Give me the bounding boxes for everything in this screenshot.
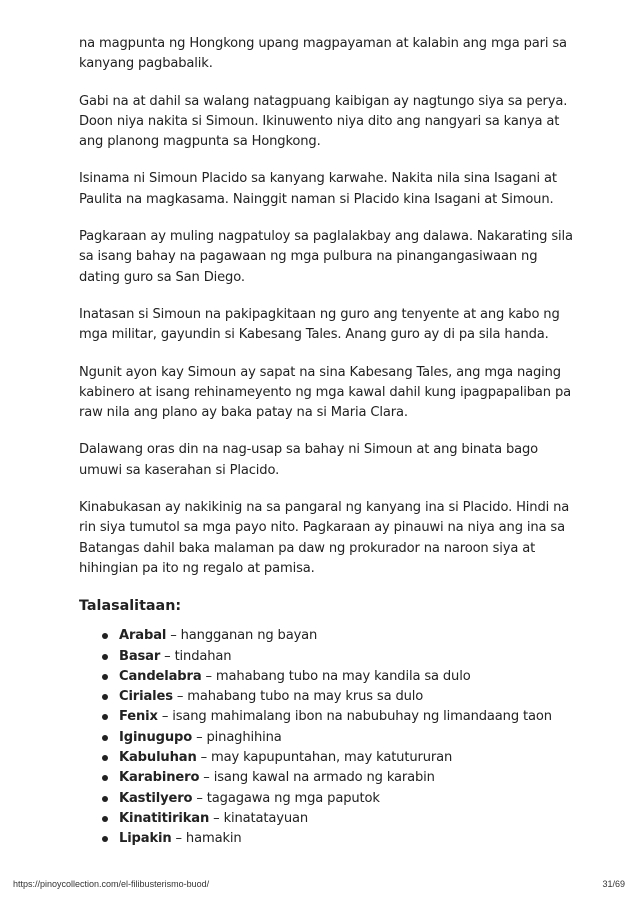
- bullet-icon: [102, 654, 108, 660]
- paragraph: na magpunta ng Hongkong upang magpayaman at kalabin ang mga pari sa kanyang pagbabalik.: [79, 36, 567, 72]
- glossary-term: Basar: [119, 648, 161, 664]
- bullet-icon: [102, 694, 108, 700]
- paragraph: Isinama ni Simoun Placido sa kanyang karwahe. Nakita nila sina Isagani at Paulita na magkasama. Nainggit naman si Placido kina Isagani at Simoun.: [79, 171, 557, 207]
- bullet-icon: [102, 836, 108, 842]
- bullet-icon: [102, 755, 108, 761]
- glossary-term: Fenix: [119, 709, 158, 725]
- glossary-term: Kabuluhan: [119, 750, 197, 766]
- page-number: 31/69: [602, 879, 625, 889]
- glossary-definition: – mahabang tubo na may krus sa dulo: [172, 689, 424, 705]
- glossary-item: [101, 707, 574, 727]
- paragraph: Pagkaraan ay muling nagpatuloy sa paglalakbay ang dalawa. Nakarating sila sa isang bahay na pagawaan ng mga pulbura na pinangangasiwaan ng dating guro sa San Diego.: [79, 229, 573, 285]
- glossary-term: Iginugupo: [119, 729, 193, 745]
- bullet-icon: [102, 714, 108, 720]
- bullet-icon: [102, 674, 108, 680]
- glossary-term: Karabinero: [119, 770, 200, 786]
- glossary-item: [101, 768, 574, 788]
- glossary-item: [101, 626, 574, 646]
- glossary-item: [101, 809, 574, 829]
- bullet-icon: [102, 735, 108, 741]
- paragraph: Dalawang oras din na nag-usap sa bahay ni Simoun at ang binata bago umuwi sa kaserahan si Placido.: [79, 442, 539, 478]
- glossary-item: [101, 789, 574, 809]
- glossary-definition: – tindahan: [160, 648, 232, 664]
- glossary-definition: – may kapupuntahan, may katutururan: [196, 750, 453, 766]
- glossary-term: Lipakin: [119, 831, 172, 847]
- glossary-item: [101, 647, 574, 667]
- glossary-item: [101, 667, 574, 687]
- bullet-icon: [102, 775, 108, 781]
- glossary-item: [101, 829, 574, 849]
- page-footer: [13, 877, 625, 891]
- bullet-icon: [102, 796, 108, 802]
- bullet-icon: [102, 633, 108, 639]
- glossary-term: Ciriales: [119, 689, 173, 705]
- glossary-definition: – kinatatayuan: [209, 810, 309, 826]
- glossary-term: Candelabra: [119, 668, 202, 684]
- glossary-item: [101, 728, 574, 748]
- paragraph: Gabi na at dahil sa walang natagpuang kaibigan ay nagtungo siya sa perya. Doon niya nakita si Simoun. Ikinuwento niya dito ang nangyari sa kanya at ang planong magpunta sa Hongkong.: [79, 93, 568, 150]
- paragraph: Inatasan si Simoun na pakipagkitaan ng guro ang tenyente at ang kabo ng mga militar, gayundin si Kabesang Tales. Anang guro ay di pa sila handa.: [79, 306, 560, 343]
- glossary-item: [101, 748, 574, 768]
- glossary-definition: – tagagawa ng mga paputok: [192, 790, 380, 806]
- glossary-definition: – isang mahimalang ibon na nabubuhay ng limandaang taon: [157, 709, 552, 725]
- glossary-definition: – isang kawal na armado ng karabin: [199, 770, 435, 786]
- glossary-term: Kastilyero: [119, 790, 193, 806]
- glossary-heading: Talasalitaan:: [79, 598, 182, 615]
- glossary-definition: – mahabang tubo na may kandila sa dulo: [201, 668, 471, 684]
- glossary-term: Arabal: [119, 628, 167, 644]
- glossary-item: [101, 687, 574, 707]
- glossary-term: Kinatitirikan: [119, 810, 210, 826]
- glossary-list: [79, 626, 574, 849]
- paragraph: Ngunit ayon kay Simoun ay sapat na sina Kabesang Tales, ang mga naging kabinero at isang rehinameyento ng mga kawal dahil kung ipagpapaliban pa raw nila ang plano ay baka patay na si Maria Clara.: [79, 364, 571, 421]
- glossary-definition: – pinaghihina: [192, 729, 282, 745]
- bullet-icon: [102, 816, 108, 822]
- article-body: [79, 34, 574, 850]
- source-url-link[interactable]: https://pinoycollection.com/el-filibusterismo-buod/: [13, 879, 210, 889]
- glossary-definition: – hangganan ng bayan: [166, 628, 318, 644]
- paragraph: Kinabukasan ay nakikinig na sa pangaral ng kanyang ina si Placido. Hindi na rin siya tumutol sa mga payo nito. Pagkaraan ay pinauwi na niya ang ina sa Batangas dahil baka malaman pa daw ng prokurador na naroon siya at hihingian pa ito ng regalo at pamisa.: [79, 500, 570, 576]
- glossary-definition: – hamakin: [171, 831, 242, 847]
